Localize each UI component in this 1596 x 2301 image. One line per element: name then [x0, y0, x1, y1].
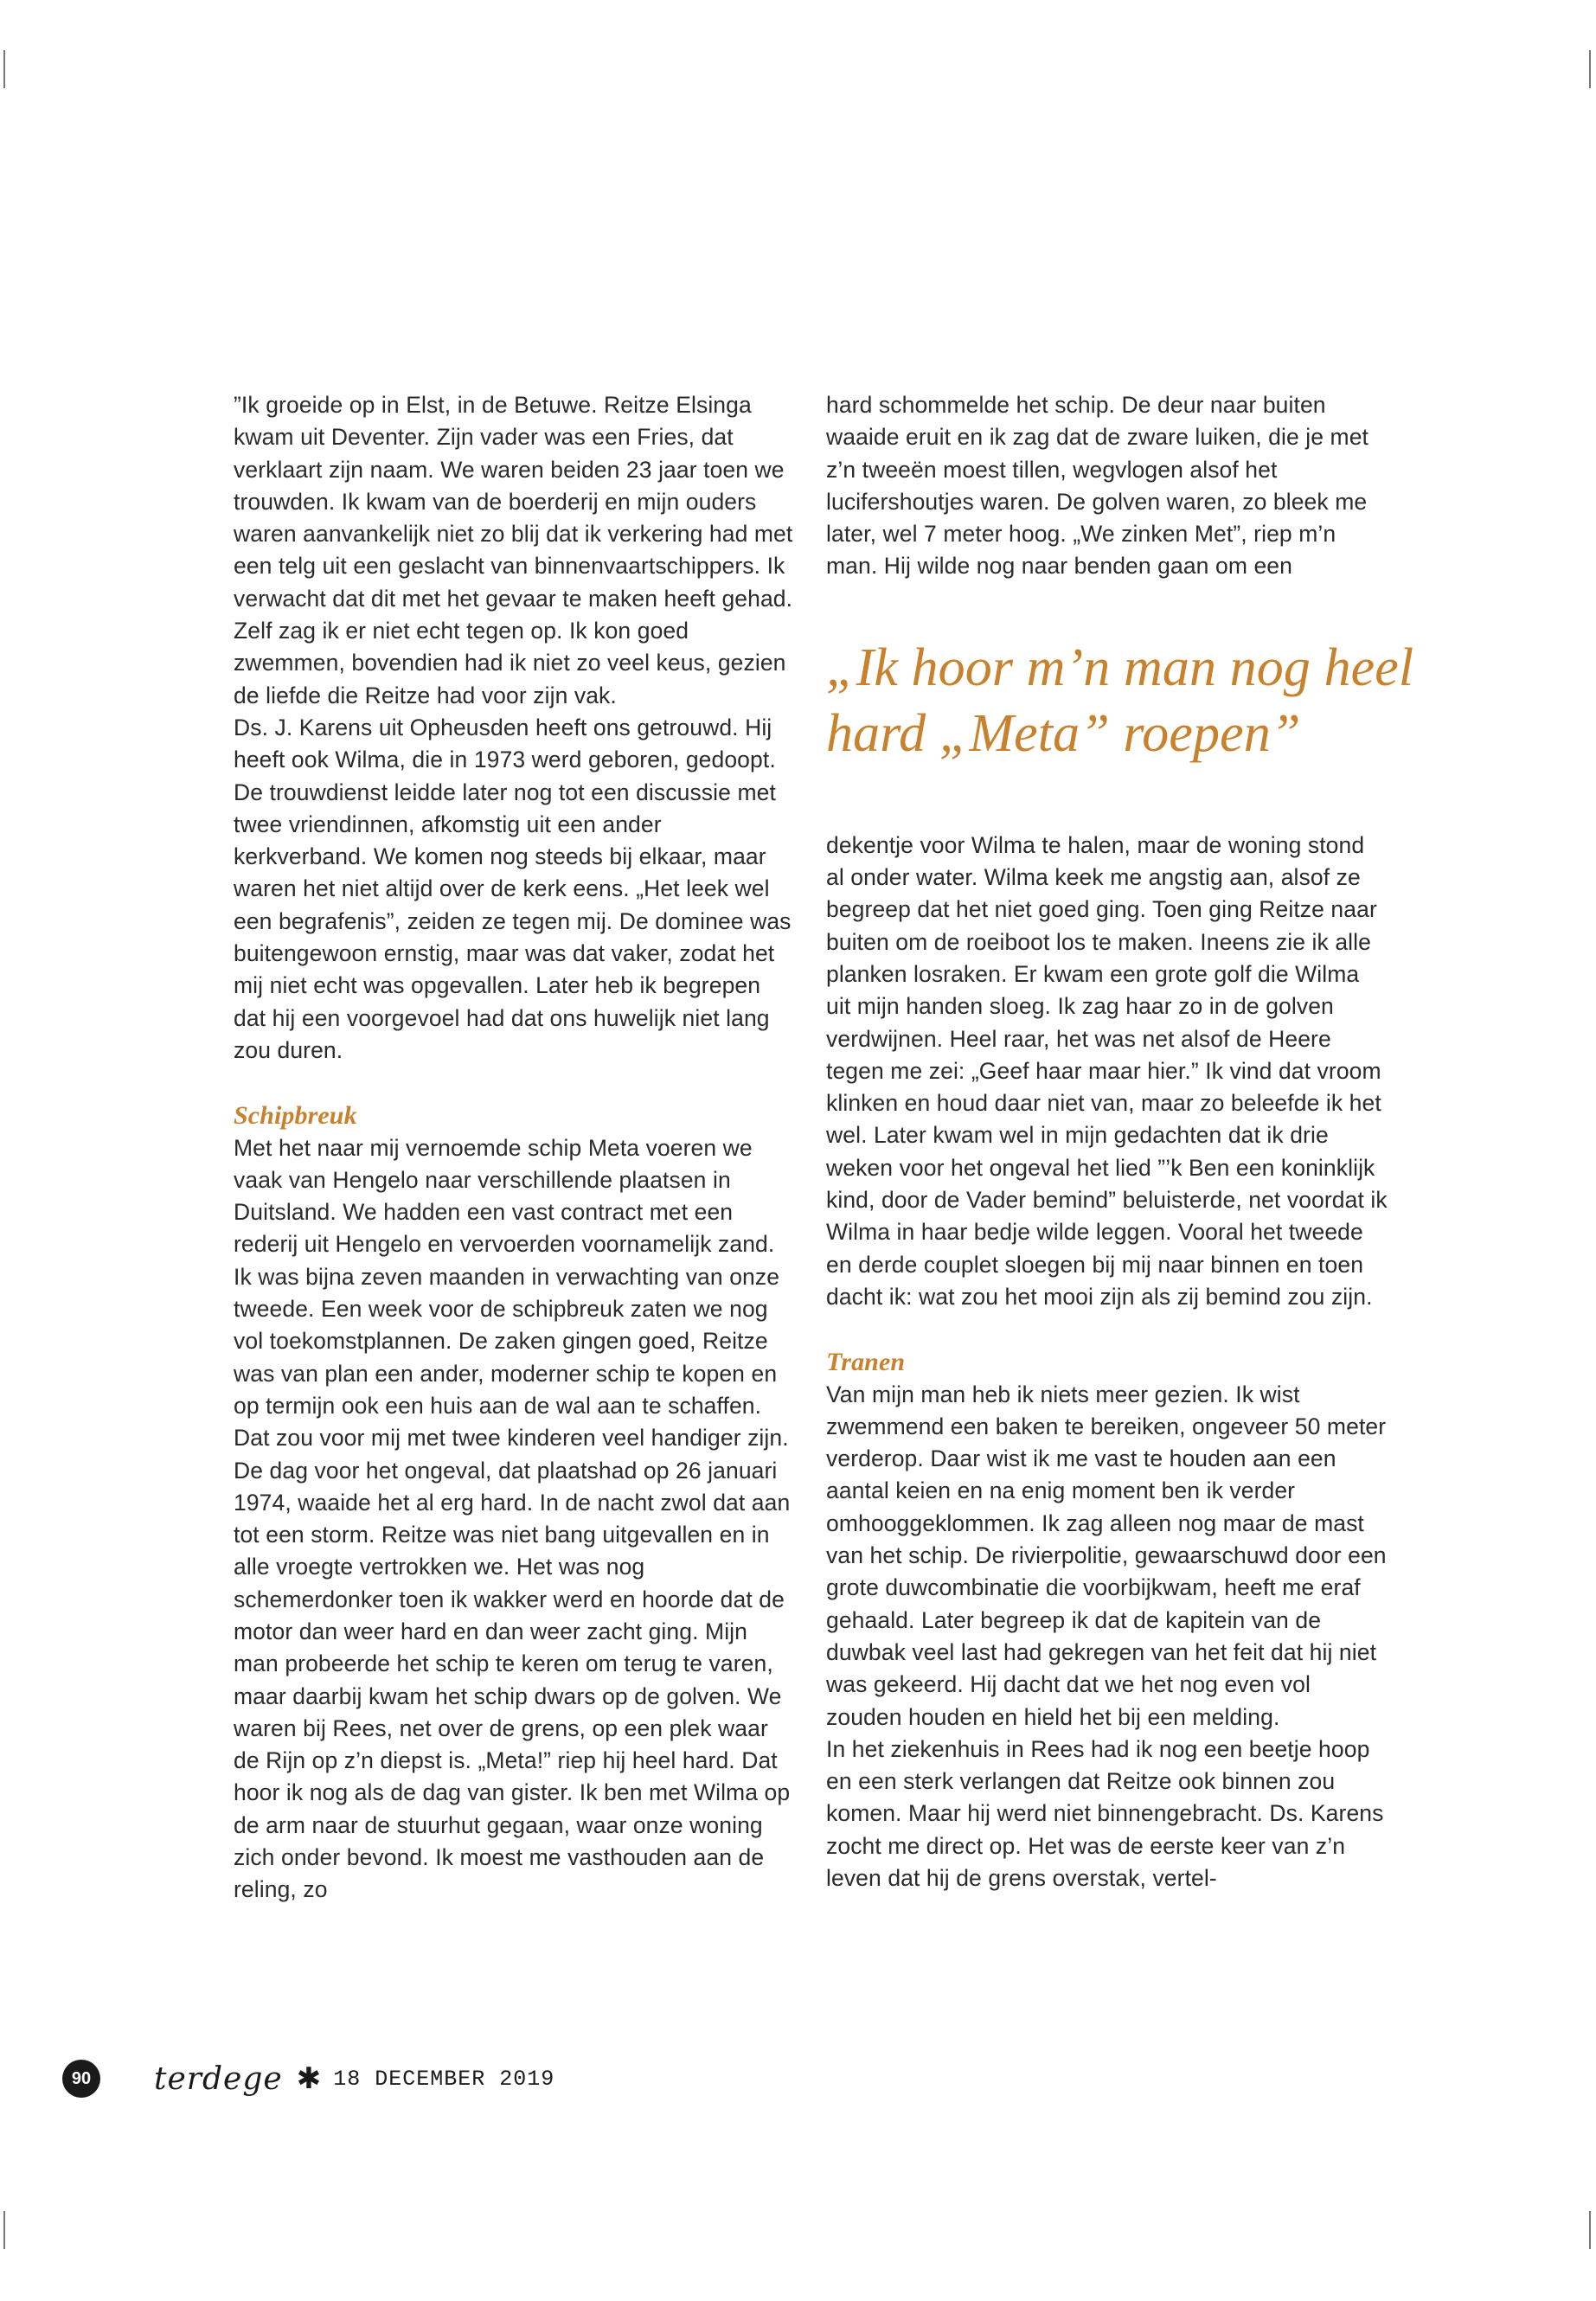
- pull-quote-line-2: hard „Meta” roepen”: [826, 703, 1301, 763]
- crop-mark-top-left: [3, 50, 5, 88]
- page-footer: [62, 2057, 554, 2100]
- section-heading-schipbreuk: Schipbreuk: [234, 1101, 357, 1131]
- asterisk-icon: ✱: [296, 2062, 322, 2095]
- paragraph-wedding: Ds. J. Karens uit Opheusden heeft ons getrouwd. Hij heeft ook Wilma, die in 1973 werd geboren, gedoopt. De trouwdienst leidde later nog tot een discussie met twee vriendinnen, afkomstig uit een ander kerkverband. We komen nog steeds bij elkaar, maar waren het niet altijd over de kerk eens. „Het leek wel een begrafenis”, zeiden ze tegen mij. De dominee was buitengewoon ernstig, maar was dat vaker, zodat het mij niet echt was opgevallen. Later heb ik begrepen dat hij een voorgevoel had dat ons huwelijk niet lang zou duren.: [234, 714, 792, 1063]
- paragraph-ship: Met het naar mij vernoemde schip Meta voeren we vaak van Hengelo naar verschillende plaatsen in Duitsland. We hadden een vast contract met een rederij uit Hengelo en vervoerden voornamelijk zand. Ik was bijna zeven maanden in verwachting van onze tweede. Een week voor de schipbreuk zaten we nog vol toekomstplannen. De zaken gingen goed, Reitze was van plan een ander, moderner schip te kopen en op termijn ook een huis aan de wal aan te schaffen. Dat zou voor mij met twee kinderen veel handiger zijn.: [234, 1134, 789, 1452]
- left-column: [234, 389, 796, 1907]
- issue-date: 18 DECEMBER 2019: [333, 2066, 555, 2092]
- paragraph-storm: De dag voor het ongeval, dat plaatshad op 26 januari 1974, waaide het al erg hard. In de nacht zwol dat aan tot een storm. Reitze was niet bang uitgevallen en in alle vroegte vertrokken we. Het was nog schemerdonker toen ik wakker werd en hoorde dat de motor dan weer hard en dan weer zacht ging. Mijn man probeerde het schip te keren om terug te varen, maar daarbij kwam het schip dwars op de golven. We waren bij Rees, net over de grens, op een plek waar de Rijn op z’n diepst is. „Meta!” riep hij heel hard. Dat hoor ik nog als de dag van gister. Ik ben met Wilma op de arm naar de stuurhut gegaan, waar onze woning zich onder bevond. Ik moest me vasthouden aan de reling, zo: [234, 1457, 791, 1903]
- crop-mark-top-right: [1589, 50, 1591, 88]
- page-number-badge: 90: [62, 2060, 100, 2098]
- section-heading-tranen: Tranen: [826, 1348, 906, 1377]
- paragraph-ship-rocking: hard schommelde het schip. De deur naar buiten waaide eruit en ik zag dat de zware luiken, die je met z’n tweeën moest tillen, wegvlogen alsof het lucifershoutjes waren. De golven waren, zo bleek me later, wel 7 meter hoog. „We zinken Met”, riep m’n man. Hij wilde nog naar benden gaan om een: [826, 392, 1369, 580]
- pull-quote-line-1: „Ik hoor m’n man nog heel: [826, 638, 1414, 697]
- paragraph-hospital: In het ziekenhuis in Rees had ik nog een beetje hoop en een sterk verlangen dat Reitze ook binnen zou komen. Maar hij werd niet binnengebracht. Ds. Karens zocht me direct op. Het was de eerste keer van z’n leven dat hij de grens overstak, vertel-: [826, 1735, 1384, 1891]
- paragraph-rescue: Van mijn man heb ik niets meer gezien. Ik wist zwemmend een baken te bereiken, ongeveer 50 meter verderop. Daar wist ik me vast te houden aan een aantal keien en na enig moment ben ik verder omhooggeklommen. Ik zag alleen nog maar de mast van het schip. De rivierpolitie, gewaarschuwd door een grote duwcombinatie die voorbijkwam, heeft me eraf gehaald. Later begreep ik dat de kapitein van de duwbak veel last had gekregen van het feit dat hij niet was gekeerd. Hij dacht dat we het nog even vol zouden houden en hield het bij een melding.: [826, 1381, 1387, 1730]
- paragraph-intro: ”Ik groeide op in Elst, in de Betuwe. Reitze Elsinga kwam uit Deventer. Zijn vader was een Fries, dat verklaart zijn naam. We waren beiden 23 jaar toen we trouwden. Ik kwam van de boerderij en mijn ouders waren aanvankelijk niet zo blij dat ik verkering had met een telg uit een geslacht van binnenvaartschippers. Ik verwacht dat dit met het gevaar te maken heeft gehad. Zelf zag ik er niet echt tegen op. Ik kon goed zwemmen, bovendien had ik niet zo veel keus, gezien de liefde die Reitze had voor zijn vak.: [234, 392, 793, 708]
- right-column: [826, 389, 1414, 1894]
- crop-mark-bottom-right: [1589, 2211, 1591, 2249]
- pull-quote: [826, 635, 1414, 766]
- crop-mark-bottom-left: [3, 2211, 5, 2249]
- paragraph-wilma: dekentje voor Wilma te halen, maar de woning stond al onder water. Wilma keek me angstig aan, alsof ze begreep dat het niet goed ging. Toen ging Reitze naar buiten om de roeiboot los te maken. Ineens zie ik alle planken losraken. Er kwam een grote golf die Wilma uit mijn handen sloeg. Ik zag haar zo in de golven verdwijnen. Heel raar, het was net alsof de Heere tegen me zei: „Geef haar maar hier.” Ik vind dat vroom klinken en houd daar niet van, maar zo beleefde ik het wel. Later kwam wel in mijn gedachten dat ik drie weken voor het ongeval het lied ”’k Ben een koninklijk kind, door de Vader bemind” beluisterde, net voordat ik Wilma in haar bedje wilde leggen. Vooral het tweede en derde couplet sloegen bij mij naar binnen en toen dacht ik: wat zou het mooi zijn als zij bemind zou zijn.: [826, 831, 1388, 1310]
- magazine-logo: terdege: [154, 2061, 283, 2097]
